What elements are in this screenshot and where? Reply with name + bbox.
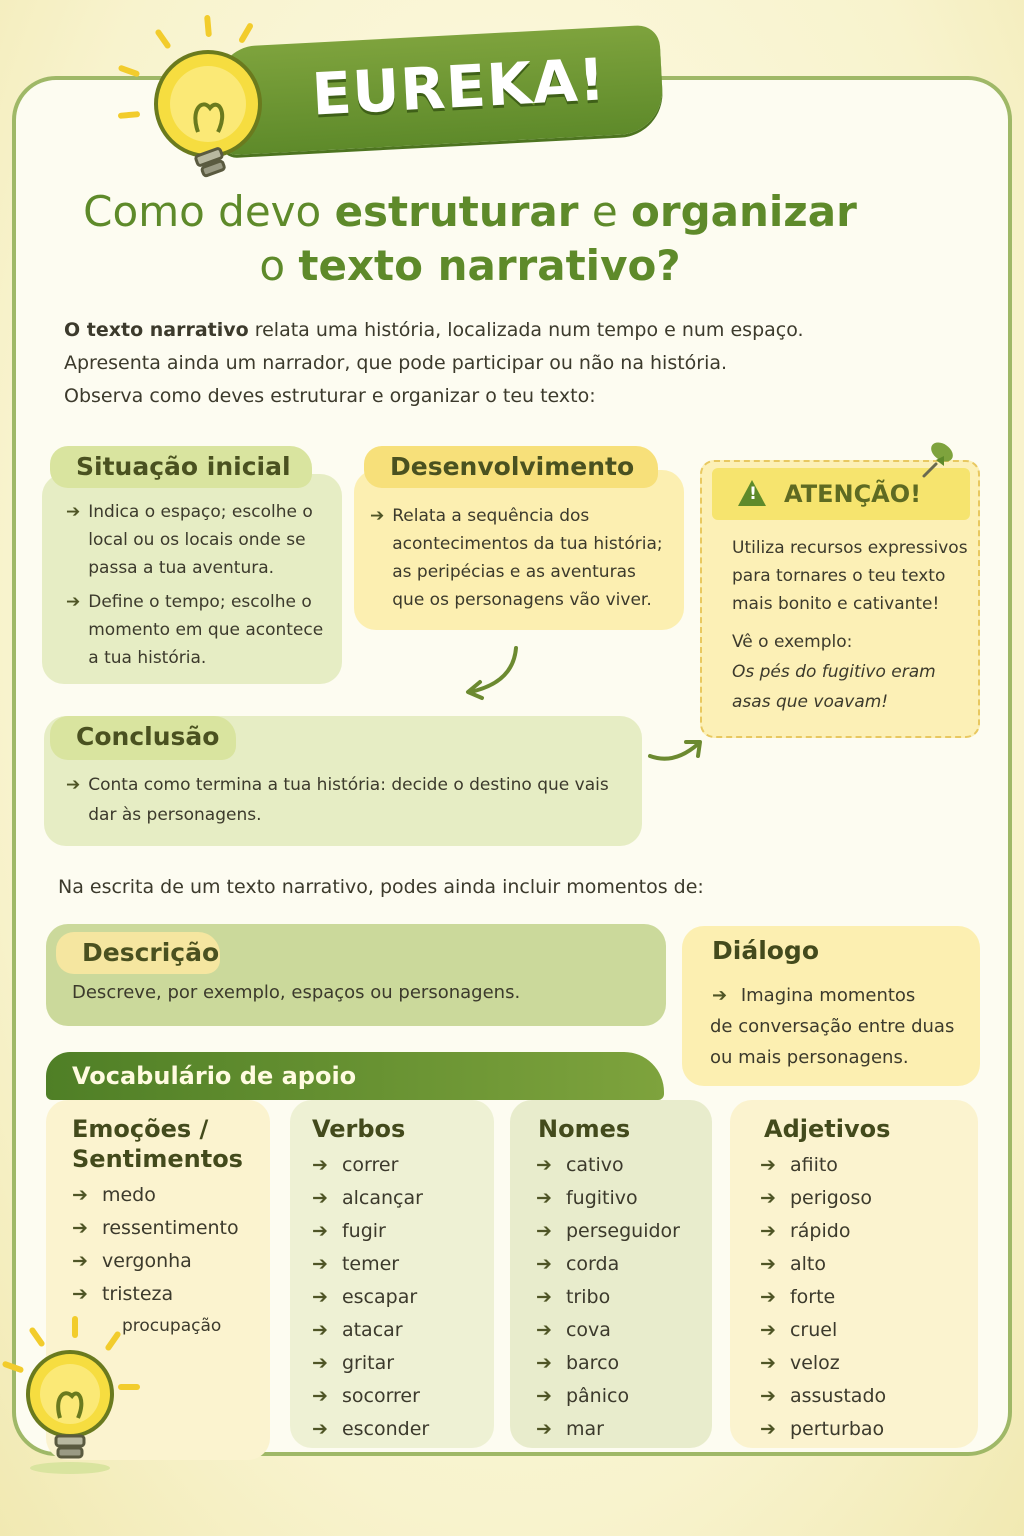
vocab-item: ➔ fugitivo — [536, 1187, 638, 1209]
dialogo-text: ➔ Imagina momentos de conversação entre duas ou mais personagens. — [710, 985, 955, 1068]
conclusao-title: Conclusão — [50, 716, 236, 760]
vocab-item: ➔ assustado — [760, 1385, 887, 1407]
atencao-example: Os pés do fugitivo eram asas que voavam! — [732, 662, 936, 712]
vocab-item: ➔ medo — [72, 1184, 156, 1206]
vocab-item: ➔ perigoso — [760, 1187, 873, 1209]
atencao-example-label: Vê o exemplo: — [732, 632, 853, 652]
curved-arrow-icon — [646, 734, 708, 768]
descricao-title: Descrição — [56, 932, 220, 974]
situacao-item: ➔ Indica o espaço; escolhe o local ou os locais onde se passa a tua aventura. — [66, 502, 313, 578]
situacao-item: ➔ Define o tempo; escolhe o momento em que acontece a tua história. — [66, 592, 324, 668]
light-ray — [204, 15, 212, 37]
vocab-item: ➔ socorrer — [312, 1385, 420, 1407]
vocab-title: Vocabulário de apoio — [46, 1052, 664, 1100]
vocab-item: ➔ cova — [536, 1319, 611, 1341]
pushpin-icon — [914, 436, 960, 482]
vocab-item: procupação — [122, 1316, 222, 1336]
vocab-item: ➔ veloz — [760, 1352, 840, 1374]
vocab-item: ➔ vergonha — [72, 1250, 192, 1272]
vocab-item: ➔ cruel — [760, 1319, 838, 1341]
descricao-text: Descreve, por exemplo, espaços ou personagens. — [72, 982, 521, 1003]
atencao-title: ATENÇÃO! — [712, 468, 970, 520]
light-ray — [72, 1316, 78, 1338]
vocab-item: ➔ correr — [312, 1154, 399, 1176]
vocab-item: ➔ fugir — [312, 1220, 386, 1242]
vocab-column-title: Nomes — [538, 1115, 631, 1143]
vocab-item: ➔ barco — [536, 1352, 620, 1374]
vocab-list-emocoes — [72, 1184, 239, 1349]
atencao-text: Utiliza recursos expressivos para tornares o teu texto mais bonito e cativante! — [732, 538, 968, 614]
situacao-title: Situação inicial — [50, 446, 312, 488]
desenvolvimento-item: ➔ Relata a sequência dos acontecimentos da tua história; as peripécias e as aventuras que os personagens vão viver. — [370, 506, 663, 610]
vocab-item: ➔ tribo — [536, 1286, 611, 1308]
conclusao-item: ➔ Conta como termina a tua história: decide o destino que vais dar às personagens. — [66, 775, 609, 825]
intro-text: O texto narrativo relata uma história, localizada num tempo e num espaço. Apresenta ainda um narrador, que pode participar ou não na história. Observa como deves estruturar e organizar o teu texto: — [64, 319, 804, 407]
vocab-item: ➔ perturbao — [760, 1418, 885, 1440]
vocab-column-title: Adjetivos — [764, 1115, 891, 1143]
lightbulb-icon — [14, 1340, 124, 1480]
vocab-item: ➔ escapar — [312, 1286, 418, 1308]
vocab-list-nomes — [536, 1154, 680, 1451]
vocab-item: ➔ afiito — [760, 1154, 838, 1176]
vocab-item: ➔ atacar — [312, 1319, 403, 1341]
vocab-item: ➔ temer — [312, 1253, 400, 1275]
vocab-item: ➔ perseguidor — [536, 1220, 680, 1242]
vocab-item: ➔ gritar — [312, 1352, 395, 1374]
vocab-column-title: Verbos — [312, 1115, 406, 1143]
vocab-column-title: Emoções / Sentimentos — [72, 1115, 243, 1173]
warning-icon-mark: ! — [749, 484, 757, 504]
vocab-item: ➔ rápido — [760, 1220, 851, 1242]
vocab-item: ➔ tristeza — [72, 1283, 174, 1305]
page-title: Como devo estruturar e organizar o texto narrativo? — [83, 187, 857, 290]
vocab-item: ➔ mar — [536, 1418, 604, 1440]
vocab-item: ➔ forte — [760, 1286, 836, 1308]
curved-arrow-icon — [458, 642, 528, 702]
vocab-list-adjetivos — [760, 1154, 886, 1451]
vocab-item: ➔ alto — [760, 1253, 826, 1275]
vocab-item: ➔ alcançar — [312, 1187, 423, 1209]
vocab-item: ➔ pânico — [536, 1385, 630, 1407]
vocab-item: ➔ ressentimento — [72, 1217, 239, 1239]
vocab-item: ➔ cativo — [536, 1154, 624, 1176]
lightbulb-icon — [140, 40, 280, 190]
desenvolvimento-title: Desenvolvimento — [364, 446, 658, 488]
moments-intro: Na escrita de um texto narrativo, podes ainda incluir momentos de: — [58, 876, 704, 898]
vocab-item: ➔ esconder — [312, 1418, 430, 1440]
eureka-label: EUREKA! — [310, 45, 608, 129]
dialogo-title: Diálogo — [712, 936, 820, 965]
vocab-item: ➔ corda — [536, 1253, 620, 1275]
vocab-list-verbos — [312, 1154, 429, 1451]
